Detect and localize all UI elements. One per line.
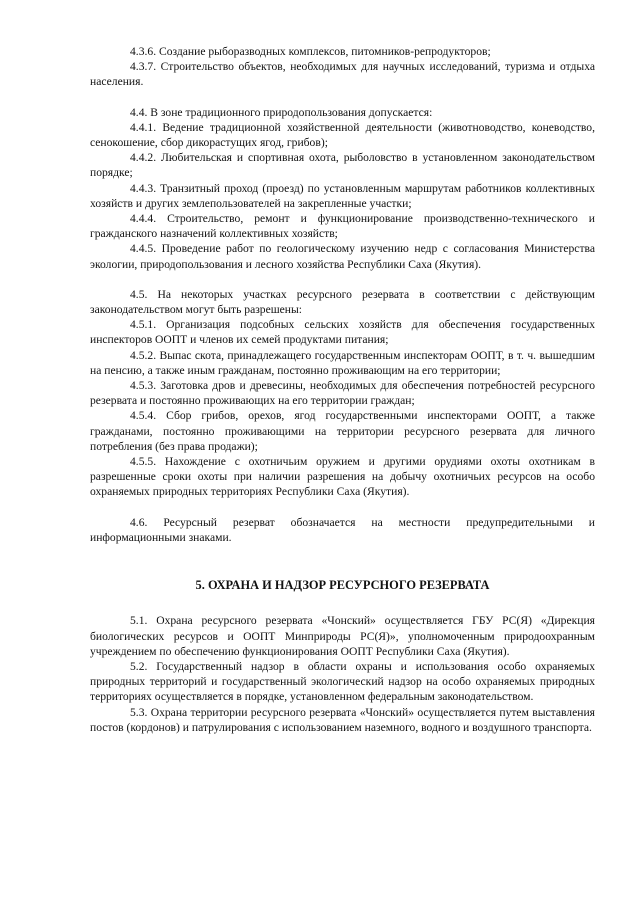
paragraph-4-3-7: 4.3.7. Строительство объектов, необходимых для научных исследований, туризма и отдыха населения. <box>90 60 595 89</box>
paragraph-4-6: 4.6. Ресурсный резерват обозначается на местности предупредительными и информационными знаками. <box>90 515 595 544</box>
paragraph-4-5-5: 4.5.5. Нахождение с охотничьим оружием и другими орудиями охоты охотникам в разрешенные сроки охоты при наличии разрешения на добычу охотничьих ресурсов на особо охраняемых природных территориях Республики Саха (Якутия). <box>90 455 595 499</box>
paragraph-4-4-5: 4.4.5. Проведение работ по геологическому изучению недр с согласования Министерства экологии, природопользования и лесного хозяйства Республики Саха (Якутия). <box>90 242 595 271</box>
paragraph-4-3-6: 4.3.6. Создание рыборазводных комплексов, питомников-репродукторов; <box>130 45 491 58</box>
section-5-heading: 5. ОХРАНА И НАДЗОР РЕСУРСНОГО РЕЗЕРВАТА <box>195 578 490 593</box>
paragraph-4-4-intro: 4.4. В зоне традиционного природопользования допускается: <box>130 105 433 119</box>
paragraph-5-2: 5.2. Государственный надзор в области охраны и использования особо охраняемых природных территорий и государственный экологический надзор на особо охраняемых природных территориях осуществляется в порядке, установленном федеральным законодательством. <box>90 659 595 704</box>
paragraph-4-5-intro: 4.5. На некоторых участках ресурсного резервата в соответствии с действующим законодательством могут быть разрешены: <box>90 287 595 317</box>
paragraph-4-4-1: 4.4.1. Ведение традиционной хозяйственной деятельности (животноводство, коневодство, сенокошение, сбор дикорастущих ягод, грибов); <box>90 120 595 150</box>
paragraph-4-4-2: 4.4.2. Любительская и спортивная охота, рыболовство в установленном законодательством порядке; <box>90 151 595 180</box>
paragraph-5-3: 5.3. Охрана территории ресурсного резервата «Чонский» осуществляется путем выставления постов (кордонов) и патрулирования с использованием наземного, водного и воздушного транспорта. <box>90 705 595 734</box>
paragraph-4-5-1: 4.5.1. Организация подсобных сельских хозяйств для обеспечения государственных инспекторов ООПТ и членов их семей продуктами питания; <box>90 318 595 347</box>
paragraph-5-1: 5.1. Охрана ресурсного резервата «Чонский» осуществляется ГБУ РС(Я) «Дирекция биологических ресурсов и ООПТ Минприроды РС(Я)», уполномоченным природоохранным учреждением по обеспечению функционирования ООПТ Республики Саха (Якутия). <box>90 614 595 658</box>
paragraph-4-5-4: 4.5.4. Сбор грибов, орехов, ягод государственными инспекторами ООПТ, а также гражданами, постоянно проживающими на территории ресурсного резервата для личного потребления (без права продажи); <box>90 409 595 453</box>
paragraph-4-4-3: 4.4.3. Транзитный проход (проезд) по установленным маршрутам работников коллективных хозяйств и других землепользователей на закрепленные участки; <box>90 181 595 210</box>
paragraph-4-5-3: 4.5.3. Заготовка дров и древесины, необходимых для обеспечения потребностей ресурсного резервата и постоянно проживающих на его территории граждан; <box>90 379 595 408</box>
paragraph-4-5-2: 4.5.2. Выпас скота, принадлежащего государственным инспекторам ООПТ, в т. ч. вышедшим на пенсию, а также иным гражданам, постоянно проживающим на его территории; <box>90 348 595 377</box>
paragraph-4-4-4: 4.4.4. Строительство, ремонт и функционирование производственно-технического и гражданского назначений коллективных хозяйств; <box>90 212 595 241</box>
document-page <box>90 44 595 735</box>
